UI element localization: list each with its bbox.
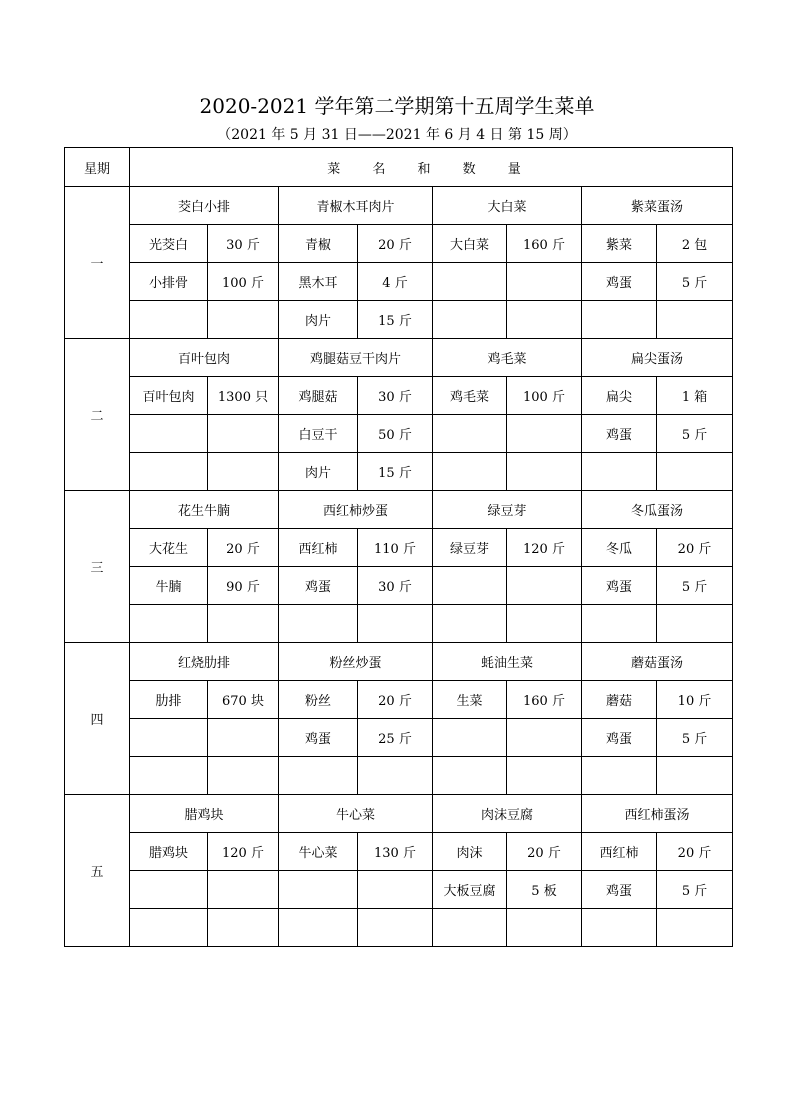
ingredient-name-cell bbox=[279, 909, 358, 947]
ingredient-name-cell bbox=[279, 605, 358, 643]
dish-name-cell: 花生牛腩 bbox=[130, 491, 279, 529]
ingredient-quantity-cell: 15 斤 bbox=[358, 301, 433, 339]
ingredient-row bbox=[65, 529, 733, 567]
dish-name-cell: 扁尖蛋汤 bbox=[582, 339, 733, 377]
ingredient-name-cell bbox=[130, 453, 208, 491]
dishes-header: 菜 名 和 数 量 bbox=[130, 148, 733, 187]
ingredient-quantity-cell bbox=[208, 719, 279, 757]
weekday-cell: 三 bbox=[65, 491, 130, 643]
ingredient-name-cell: 小排骨 bbox=[130, 263, 208, 301]
ingredient-row bbox=[65, 567, 733, 605]
ingredient-name-cell: 肋排 bbox=[130, 681, 208, 719]
ingredient-name-cell: 大板豆腐 bbox=[433, 871, 507, 909]
ingredient-quantity-cell bbox=[358, 605, 433, 643]
dish-name-row bbox=[65, 491, 733, 529]
ingredient-name-cell: 鸡毛菜 bbox=[433, 377, 507, 415]
ingredient-name-cell bbox=[433, 605, 507, 643]
ingredient-row bbox=[65, 377, 733, 415]
ingredient-row bbox=[65, 757, 733, 795]
ingredient-quantity-cell: 20 斤 bbox=[358, 225, 433, 263]
date-range-subtitle: （2021 年 5 月 31 日——2021 年 6 月 4 日 第 15 周） bbox=[217, 127, 577, 143]
ingredient-name-cell: 鸡蛋 bbox=[582, 567, 657, 605]
ingredient-name-cell bbox=[433, 263, 507, 301]
ingredient-row bbox=[65, 415, 733, 453]
ingredient-name-cell: 牛心菜 bbox=[279, 833, 358, 871]
ingredient-quantity-cell: 120 斤 bbox=[507, 529, 582, 567]
ingredient-name-cell: 肉片 bbox=[279, 453, 358, 491]
ingredient-quantity-cell: 4 斤 bbox=[358, 263, 433, 301]
ingredient-quantity-cell: 100 斤 bbox=[208, 263, 279, 301]
weekly-menu-table bbox=[64, 147, 733, 947]
ingredient-name-cell bbox=[130, 909, 208, 947]
ingredient-quantity-cell bbox=[657, 453, 733, 491]
ingredient-quantity-cell: 100 斤 bbox=[507, 377, 582, 415]
ingredient-quantity-cell bbox=[657, 757, 733, 795]
ingredient-row bbox=[65, 263, 733, 301]
dish-name-row bbox=[65, 795, 733, 833]
dish-name-cell: 紫菜蛋汤 bbox=[582, 187, 733, 225]
ingredient-quantity-cell bbox=[507, 909, 582, 947]
ingredient-quantity-cell: 2 包 bbox=[657, 225, 733, 263]
ingredient-name-cell: 大花生 bbox=[130, 529, 208, 567]
weekday-cell: 二 bbox=[65, 339, 130, 491]
ingredient-quantity-cell: 1 箱 bbox=[657, 377, 733, 415]
page-title: 2020-2021 学年第二学期第十五周学生菜单 bbox=[199, 94, 595, 118]
ingredient-quantity-cell bbox=[507, 605, 582, 643]
ingredient-quantity-cell bbox=[507, 301, 582, 339]
ingredient-row bbox=[65, 909, 733, 947]
ingredient-name-cell bbox=[433, 757, 507, 795]
ingredient-quantity-cell: 5 斤 bbox=[657, 567, 733, 605]
ingredient-name-cell: 紫菜 bbox=[582, 225, 657, 263]
ingredient-quantity-cell: 160 斤 bbox=[507, 225, 582, 263]
ingredient-quantity-cell bbox=[208, 301, 279, 339]
ingredient-name-cell: 大白菜 bbox=[433, 225, 507, 263]
ingredient-name-cell bbox=[130, 605, 208, 643]
ingredient-name-cell: 鸡蛋 bbox=[279, 567, 358, 605]
ingredient-quantity-cell bbox=[358, 871, 433, 909]
ingredient-quantity-cell bbox=[208, 871, 279, 909]
ingredient-quantity-cell: 30 斤 bbox=[358, 567, 433, 605]
dish-name-cell: 腊鸡块 bbox=[130, 795, 279, 833]
ingredient-name-cell: 鸡蛋 bbox=[582, 415, 657, 453]
weekday-cell: 四 bbox=[65, 643, 130, 795]
ingredient-name-cell bbox=[130, 301, 208, 339]
ingredient-quantity-cell bbox=[507, 453, 582, 491]
ingredient-name-cell bbox=[433, 909, 507, 947]
ingredient-name-cell bbox=[433, 567, 507, 605]
dish-name-cell: 鸡腿菇豆干肉片 bbox=[279, 339, 433, 377]
ingredient-quantity-cell: 20 斤 bbox=[358, 681, 433, 719]
ingredient-name-cell bbox=[433, 301, 507, 339]
dish-name-cell: 蚝油生菜 bbox=[433, 643, 582, 681]
ingredient-name-cell: 生菜 bbox=[433, 681, 507, 719]
ingredient-name-cell bbox=[130, 719, 208, 757]
ingredient-quantity-cell: 20 斤 bbox=[657, 529, 733, 567]
ingredient-name-cell: 鸡蛋 bbox=[582, 871, 657, 909]
ingredient-quantity-cell: 5 斤 bbox=[657, 263, 733, 301]
ingredient-name-cell: 鸡蛋 bbox=[279, 719, 358, 757]
ingredient-quantity-cell: 50 斤 bbox=[358, 415, 433, 453]
ingredient-name-cell bbox=[582, 757, 657, 795]
ingredient-quantity-cell: 160 斤 bbox=[507, 681, 582, 719]
ingredient-row bbox=[65, 681, 733, 719]
ingredient-quantity-cell: 1300 只 bbox=[208, 377, 279, 415]
ingredient-quantity-cell: 5 斤 bbox=[657, 871, 733, 909]
ingredient-quantity-cell bbox=[208, 415, 279, 453]
dish-name-cell: 茭白小排 bbox=[130, 187, 279, 225]
ingredient-quantity-cell: 670 块 bbox=[208, 681, 279, 719]
dish-name-cell: 西红柿炒蛋 bbox=[279, 491, 433, 529]
ingredient-quantity-cell bbox=[507, 567, 582, 605]
ingredient-name-cell: 蘑菇 bbox=[582, 681, 657, 719]
ingredient-name-cell bbox=[279, 871, 358, 909]
ingredient-name-cell bbox=[582, 453, 657, 491]
dish-name-cell: 西红柿蛋汤 bbox=[582, 795, 733, 833]
ingredient-quantity-cell: 25 斤 bbox=[358, 719, 433, 757]
ingredient-name-cell: 百叶包肉 bbox=[130, 377, 208, 415]
ingredient-name-cell: 鸡蛋 bbox=[582, 263, 657, 301]
table-header-row bbox=[65, 148, 733, 187]
weekday-cell: 五 bbox=[65, 795, 130, 947]
ingredient-quantity-cell: 5 斤 bbox=[657, 719, 733, 757]
ingredient-name-cell: 冬瓜 bbox=[582, 529, 657, 567]
ingredient-name-cell: 西红柿 bbox=[279, 529, 358, 567]
ingredient-quantity-cell: 10 斤 bbox=[657, 681, 733, 719]
ingredient-quantity-cell bbox=[208, 605, 279, 643]
ingredient-name-cell: 西红柿 bbox=[582, 833, 657, 871]
ingredient-name-cell bbox=[433, 453, 507, 491]
ingredient-row bbox=[65, 605, 733, 643]
ingredient-quantity-cell bbox=[507, 263, 582, 301]
ingredient-row bbox=[65, 301, 733, 339]
ingredient-name-cell bbox=[582, 605, 657, 643]
ingredient-quantity-cell: 15 斤 bbox=[358, 453, 433, 491]
dish-name-cell: 粉丝炒蛋 bbox=[279, 643, 433, 681]
ingredient-name-cell bbox=[130, 871, 208, 909]
ingredient-quantity-cell: 5 斤 bbox=[657, 415, 733, 453]
ingredient-quantity-cell bbox=[358, 909, 433, 947]
weekday-cell: 一 bbox=[65, 187, 130, 339]
dish-name-cell: 大白菜 bbox=[433, 187, 582, 225]
dish-name-cell: 红烧肋排 bbox=[130, 643, 279, 681]
ingredient-name-cell bbox=[582, 301, 657, 339]
ingredient-quantity-cell bbox=[657, 909, 733, 947]
ingredient-name-cell bbox=[582, 909, 657, 947]
ingredient-name-cell bbox=[130, 415, 208, 453]
ingredient-name-cell: 肉片 bbox=[279, 301, 358, 339]
ingredient-name-cell: 青椒 bbox=[279, 225, 358, 263]
ingredient-quantity-cell bbox=[208, 757, 279, 795]
ingredient-name-cell: 鸡蛋 bbox=[582, 719, 657, 757]
weekday-header: 星期 bbox=[65, 148, 130, 187]
dish-name-cell: 蘑菇蛋汤 bbox=[582, 643, 733, 681]
ingredient-quantity-cell: 30 斤 bbox=[208, 225, 279, 263]
ingredient-name-cell bbox=[433, 719, 507, 757]
dish-name-cell: 冬瓜蛋汤 bbox=[582, 491, 733, 529]
ingredient-name-cell bbox=[130, 757, 208, 795]
ingredient-quantity-cell bbox=[208, 453, 279, 491]
ingredient-name-cell: 腊鸡块 bbox=[130, 833, 208, 871]
dish-name-cell: 百叶包肉 bbox=[130, 339, 279, 377]
ingredient-quantity-cell bbox=[507, 719, 582, 757]
ingredient-row bbox=[65, 833, 733, 871]
dish-name-cell: 鸡毛菜 bbox=[433, 339, 582, 377]
dish-name-row bbox=[65, 643, 733, 681]
ingredient-name-cell bbox=[433, 415, 507, 453]
dish-name-cell: 青椒木耳肉片 bbox=[279, 187, 433, 225]
ingredient-name-cell: 粉丝 bbox=[279, 681, 358, 719]
ingredient-quantity-cell bbox=[507, 757, 582, 795]
ingredient-quantity-cell bbox=[507, 415, 582, 453]
ingredient-row bbox=[65, 719, 733, 757]
ingredient-quantity-cell: 90 斤 bbox=[208, 567, 279, 605]
ingredient-row bbox=[65, 871, 733, 909]
dish-name-row bbox=[65, 187, 733, 225]
ingredient-name-cell: 光茭白 bbox=[130, 225, 208, 263]
ingredient-quantity-cell: 110 斤 bbox=[358, 529, 433, 567]
ingredient-quantity-cell: 30 斤 bbox=[358, 377, 433, 415]
dish-name-cell: 牛心菜 bbox=[279, 795, 433, 833]
dish-name-cell: 绿豆芽 bbox=[433, 491, 582, 529]
ingredient-row bbox=[65, 225, 733, 263]
ingredient-quantity-cell: 120 斤 bbox=[208, 833, 279, 871]
ingredient-quantity-cell: 5 板 bbox=[507, 871, 582, 909]
ingredient-name-cell: 鸡腿菇 bbox=[279, 377, 358, 415]
ingredient-quantity-cell bbox=[208, 909, 279, 947]
ingredient-quantity-cell: 20 斤 bbox=[657, 833, 733, 871]
ingredient-quantity-cell: 20 斤 bbox=[507, 833, 582, 871]
ingredient-quantity-cell bbox=[657, 605, 733, 643]
ingredient-name-cell: 肉沫 bbox=[433, 833, 507, 871]
ingredient-name-cell bbox=[279, 757, 358, 795]
ingredient-quantity-cell bbox=[657, 301, 733, 339]
dish-name-cell: 肉沫豆腐 bbox=[433, 795, 582, 833]
ingredient-name-cell: 黑木耳 bbox=[279, 263, 358, 301]
ingredient-quantity-cell: 130 斤 bbox=[358, 833, 433, 871]
ingredient-name-cell: 牛腩 bbox=[130, 567, 208, 605]
ingredient-name-cell: 绿豆芽 bbox=[433, 529, 507, 567]
ingredient-name-cell: 扁尖 bbox=[582, 377, 657, 415]
ingredient-name-cell: 白豆干 bbox=[279, 415, 358, 453]
ingredient-row bbox=[65, 453, 733, 491]
dish-name-row bbox=[65, 339, 733, 377]
ingredient-quantity-cell: 20 斤 bbox=[208, 529, 279, 567]
ingredient-quantity-cell bbox=[358, 757, 433, 795]
